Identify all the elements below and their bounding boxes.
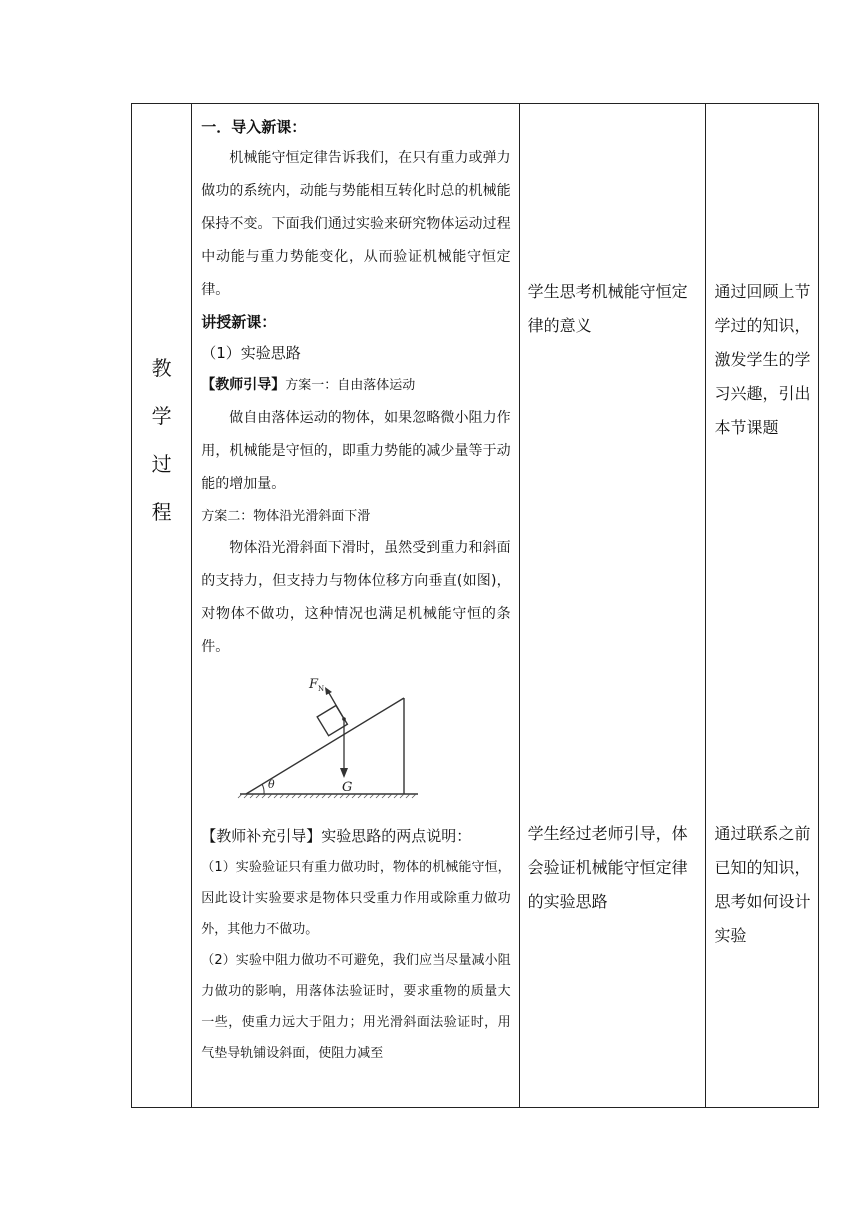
lesson-plan-table [131, 103, 819, 1108]
student-activity-2: 学生经过老师引导，体会验证机械能守恒定律的实验思路 [527, 824, 688, 911]
row-label-char: 程 [151, 500, 172, 524]
gravity-label: G [342, 780, 353, 795]
plan2-title: 方案二：物体沿光滑斜面下滑 [201, 509, 371, 524]
normal-force-subscript: N [318, 685, 325, 693]
incline-figure [192, 668, 518, 818]
normal-force-label: F [309, 677, 319, 692]
design-intent-2: 通过联系之前已知的知识，思考如何设计实验 [714, 824, 811, 945]
angle-label: θ [268, 778, 275, 791]
plan1-title: 方案一：自由落体运动 [285, 378, 416, 393]
step1-title: （1）实验思路 [201, 344, 301, 362]
intro-paragraph: 机械能守恒定律告诉我们，在只有重力或弹力做功的系统内，动能与势能相互转化时总的机械能保持不变。下面我们通过实验来研究物体运动过程中动能与重力势能变化，从而验证机械能守恒定律。 [201, 150, 511, 298]
design-intent-cell [706, 104, 819, 1108]
teach-heading: 讲授新课： [201, 313, 277, 331]
row-label [132, 344, 191, 536]
plan1-text: 做自由落体运动的物体，如果忽略微小阻力作用，机械能是守恒的，即重力势能的减少量等于动能的增加量。 [201, 410, 511, 492]
row-label-char: 学 [151, 404, 172, 428]
plan2-text: 物体沿光滑斜面下滑时，虽然受到重力和斜面的支持力，但支持力与物体位移方向垂直(如图)，对物体不做功，这种情况也满足机械能守恒的条件。 [201, 540, 511, 655]
incline-diagram [192, 668, 518, 818]
student-activity-cell [519, 104, 706, 1108]
note-2: （2）实验中阻力做功不可避免，我们应当尽量减小阻力做功的影响，用落体法验证时，要求重物的质量大一些，使重力远大于阻力；用光滑斜面法验证时，用气垫导轨铺设斜面，使阻力减至 [201, 953, 511, 1061]
teaching-process-row [132, 104, 819, 1108]
plan1-line [201, 369, 510, 402]
design-intent-1: 通过回顾上节学过的知识，激发学生的学习兴趣，引出本节课题 [714, 282, 811, 437]
guide-bracket: 【教师引导】 [201, 377, 286, 393]
supplement-title: 【教师补充引导】实验思路的两点说明： [201, 827, 472, 845]
note-1: （1）实验验证只有重力做功时，物体的机械能守恒，因此设计实验要求是物体只受重力作用或除重力做功外，其他力不做功。 [201, 860, 511, 937]
student-activity-1: 学生思考机械能守恒定律的意义 [527, 282, 688, 335]
row-label-cell [132, 104, 192, 1108]
intro-heading: 一．导入新课： [201, 118, 307, 136]
row-label-char: 教 [151, 356, 172, 380]
content-cell [192, 104, 519, 1108]
row-label-char: 过 [151, 452, 172, 476]
